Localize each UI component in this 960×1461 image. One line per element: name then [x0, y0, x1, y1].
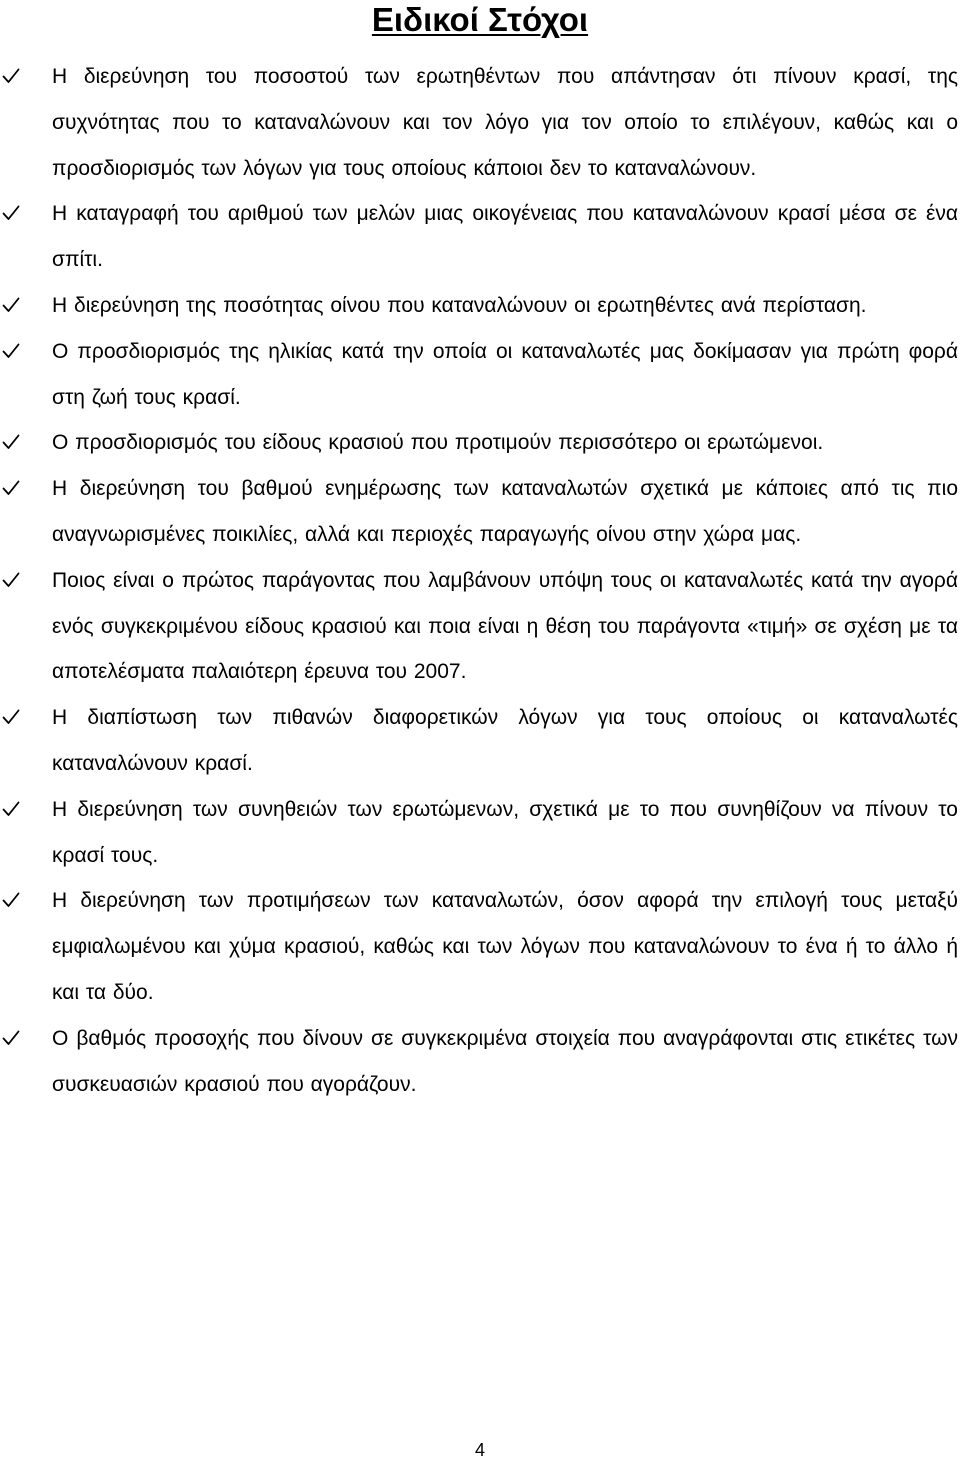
checkmark-icon [2, 343, 20, 359]
checkmark-icon [2, 801, 20, 817]
objective-item [0, 878, 960, 1015]
objective-item [0, 283, 960, 329]
objective-text: Η διερεύνηση της ποσότητας οίνου που καταναλώνουν οι ερωτηθέντες ανά περίσταση. [52, 293, 867, 317]
objective-text: Η διερεύνηση του ποσοστού των ερωτηθέντων που απάντησαν ότι πίνουν κρασί, της συχνότητας που το καταναλώνουν και τον λόγο για τον οποίο το επιλέγουν, καθώς και ο προσδιορισμός των λόγων για τους οποίους κάποιοι δεν το καταναλώνουν. [52, 65, 958, 180]
objective-text: Ο προσδιορισμός του είδους κρασιού που προτιμούν περισσότερο οι ερωτώμενοι. [52, 431, 824, 455]
objective-text: Η διαπίστωση των πιθανών διαφορετικών λόγων για τους οποίους οι καταναλωτές καταναλώνουν κρασί. [52, 706, 958, 775]
checkmark-icon [2, 709, 20, 725]
checkmark-icon [2, 572, 20, 588]
checkmark-icon [2, 434, 20, 450]
checkmark-icon [2, 297, 20, 313]
checkmark-icon [2, 480, 20, 496]
objective-text: Η διερεύνηση των προτιμήσεων των καταναλωτών, όσον αφορά την επιλογή τους μεταξύ εμφιαλωμένου και χύμα κρασιού, καθώς και των λόγων που καταναλώνουν το ένα ή το άλλο ή και τα δύο. [52, 889, 958, 1004]
objective-text: Ο προσδιορισμός της ηλικίας κατά την οποία οι καταναλωτές μας δοκίμασαν για πρώτη φορά στη ζωή τους κρασί. [52, 339, 958, 409]
objective-text: Η καταγραφή του αριθμού των μελών μιας οικογένειας που καταναλώνουν κρασί μέσα σε ένα σπίτι. [52, 202, 958, 272]
objective-item [0, 54, 960, 191]
page-number: 4 [474, 1440, 485, 1460]
objective-item [0, 420, 960, 466]
objective-text: Ο βαθμός προσοχής που δίνουν σε συγκεκριμένα στοιχεία που αναγράφονται στις ετικέτες των συσκευασιών κρασιού που αγοράζουν. [52, 1026, 958, 1096]
objective-item [0, 191, 960, 283]
objective-item [0, 329, 960, 421]
objective-item [0, 1016, 960, 1108]
page-title: Ειδικοί Στόχοι [371, 1, 589, 38]
checkmark-icon [2, 892, 20, 908]
checkmark-icon [2, 1030, 20, 1046]
checkmark-icon [2, 68, 20, 84]
objective-item [0, 558, 960, 695]
objective-item [0, 466, 960, 558]
objective-item [0, 787, 960, 879]
objective-item [0, 695, 960, 787]
objectives-list [0, 54, 960, 1107]
objective-text: Η διερεύνηση του βαθμού ενημέρωσης των καταναλωτών σχετικά με κάποιες από τις πιο αναγνωρισμένες ποικιλίες, αλλά και περιοχές παραγωγής οίνου στην χώρα μας. [52, 477, 958, 546]
checkmark-icon [2, 205, 20, 221]
objective-text: Η διερεύνηση των συνηθειών των ερωτώμενων, σχετικά με το που συνηθίζουν να πίνουν το κρασί τους. [52, 797, 958, 867]
objective-text: Ποιος είναι ο πρώτος παράγοντας που λαμβάνουν υπόψη τους οι καταναλωτές κατά την αγορά ενός συγκεκριμένου είδους κρασιού και ποια είναι η θέση του παράγοντα «τιμή» σε σχέση με τα αποτελέσματα παλαιότερη έρευνα του 2007. [52, 568, 958, 684]
